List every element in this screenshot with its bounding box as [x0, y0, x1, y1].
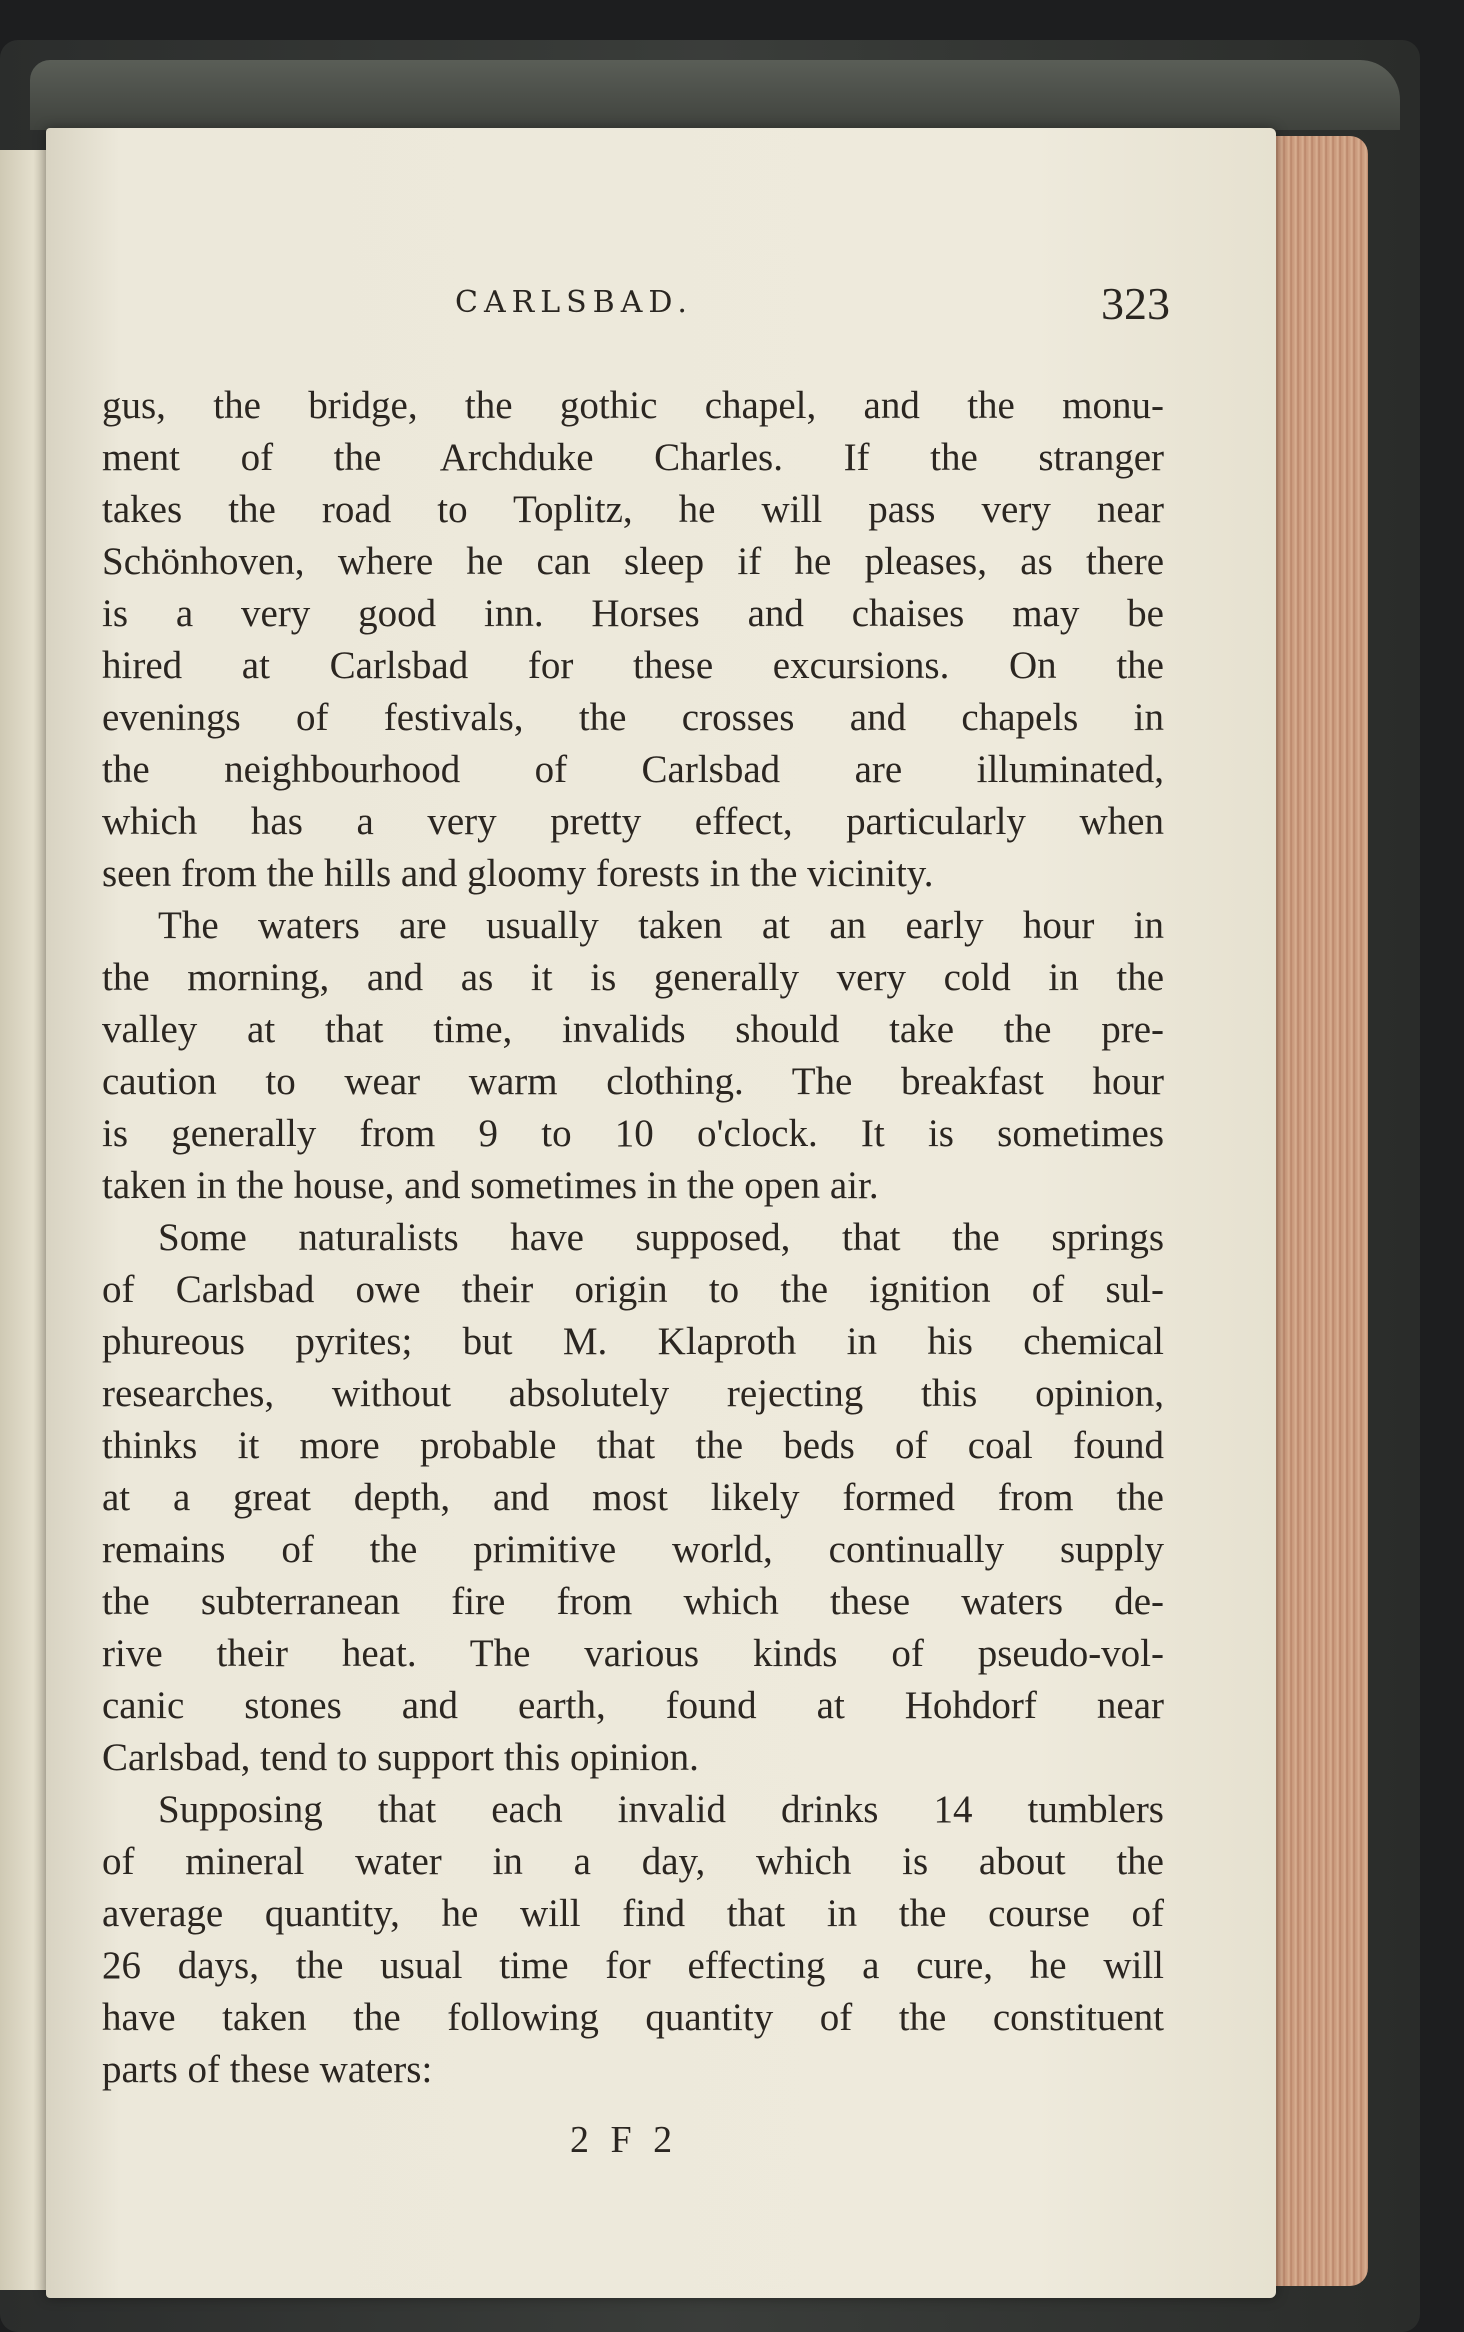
- running-title: CARLSBAD.: [455, 285, 693, 320]
- text-line: at a great depth, and most likely formed from the: [102, 1476, 1164, 1519]
- book-board-top: [30, 60, 1400, 130]
- text-line: is a very good inn. Horses and chaises may be: [102, 592, 1164, 635]
- text-line: caution to wear warm clothing. The breakfast hour: [102, 1060, 1164, 1103]
- page-header: [100, 278, 1170, 345]
- text-line: evenings of festivals, the crosses and chapels in: [102, 696, 1164, 739]
- text-line: phureous pyrites; but M. Klaproth in his chemical: [102, 1320, 1164, 1363]
- text-line: have taken the following quantity of the constituent: [102, 1996, 1164, 2039]
- text-line: taken in the house, and sometimes in the open air.: [102, 1164, 879, 1207]
- text-line: the subterranean fire from which these waters de-: [102, 1580, 1164, 1623]
- paragraph-start: Supposing that each invalid drinks 14 tumblers: [158, 1788, 1164, 1831]
- text-line: 26 days, the usual time for effecting a cure, he will: [102, 1944, 1164, 1987]
- text-line: parts of these waters:: [102, 2048, 433, 2091]
- text-line: valley at that time, invalids should take the pre-: [102, 1008, 1164, 1051]
- text-line: hired at Carlsbad for these excursions. On the: [102, 644, 1164, 687]
- text-line: which has a very pretty effect, particularly when: [102, 800, 1164, 843]
- paragraph-start: The waters are usually taken at an early hour in: [158, 904, 1164, 947]
- text-line: researches, without absolutely rejecting this opinion,: [102, 1372, 1164, 1415]
- signature-mark: 2 F 2: [570, 2119, 679, 2161]
- text-line: ment of the Archduke Charles. If the stranger: [102, 436, 1164, 479]
- text-line: takes the road to Toplitz, he will pass very near: [102, 488, 1164, 531]
- text-line: Carlsbad, tend to support this opinion.: [102, 1736, 699, 1779]
- text-line: the morning, and as it is generally very cold in the: [102, 956, 1164, 999]
- text-line: gus, the bridge, the gothic chapel, and the monu-: [102, 384, 1164, 427]
- body-text: [102, 380, 1164, 2096]
- text-line: remains of the primitive world, continually supply: [102, 1528, 1164, 1571]
- text-line: thinks it more probable that the beds of coal found: [102, 1424, 1164, 1467]
- text-line: Schönhoven, where he can sleep if he pleases, as there: [102, 540, 1164, 583]
- paragraph-start: Some naturalists have supposed, that the springs: [158, 1216, 1164, 1259]
- text-line: is generally from 9 to 10 o'clock. It is sometimes: [102, 1112, 1164, 1155]
- text-line: of Carlsbad owe their origin to the ignition of sul-: [102, 1268, 1164, 1311]
- text-line: seen from the hills and gloomy forests in the vicinity.: [102, 852, 934, 895]
- text-line: average quantity, he will find that in the course of: [102, 1892, 1164, 1935]
- text-line: rive their heat. The various kinds of pseudo-vol-: [102, 1632, 1164, 1675]
- text-line: of mineral water in a day, which is about the: [102, 1840, 1164, 1883]
- text-line: the neighbourhood of Carlsbad are illuminated,: [102, 748, 1164, 791]
- page-number: 323: [1101, 278, 1170, 329]
- text-line: canic stones and earth, found at Hohdorf near: [102, 1684, 1164, 1727]
